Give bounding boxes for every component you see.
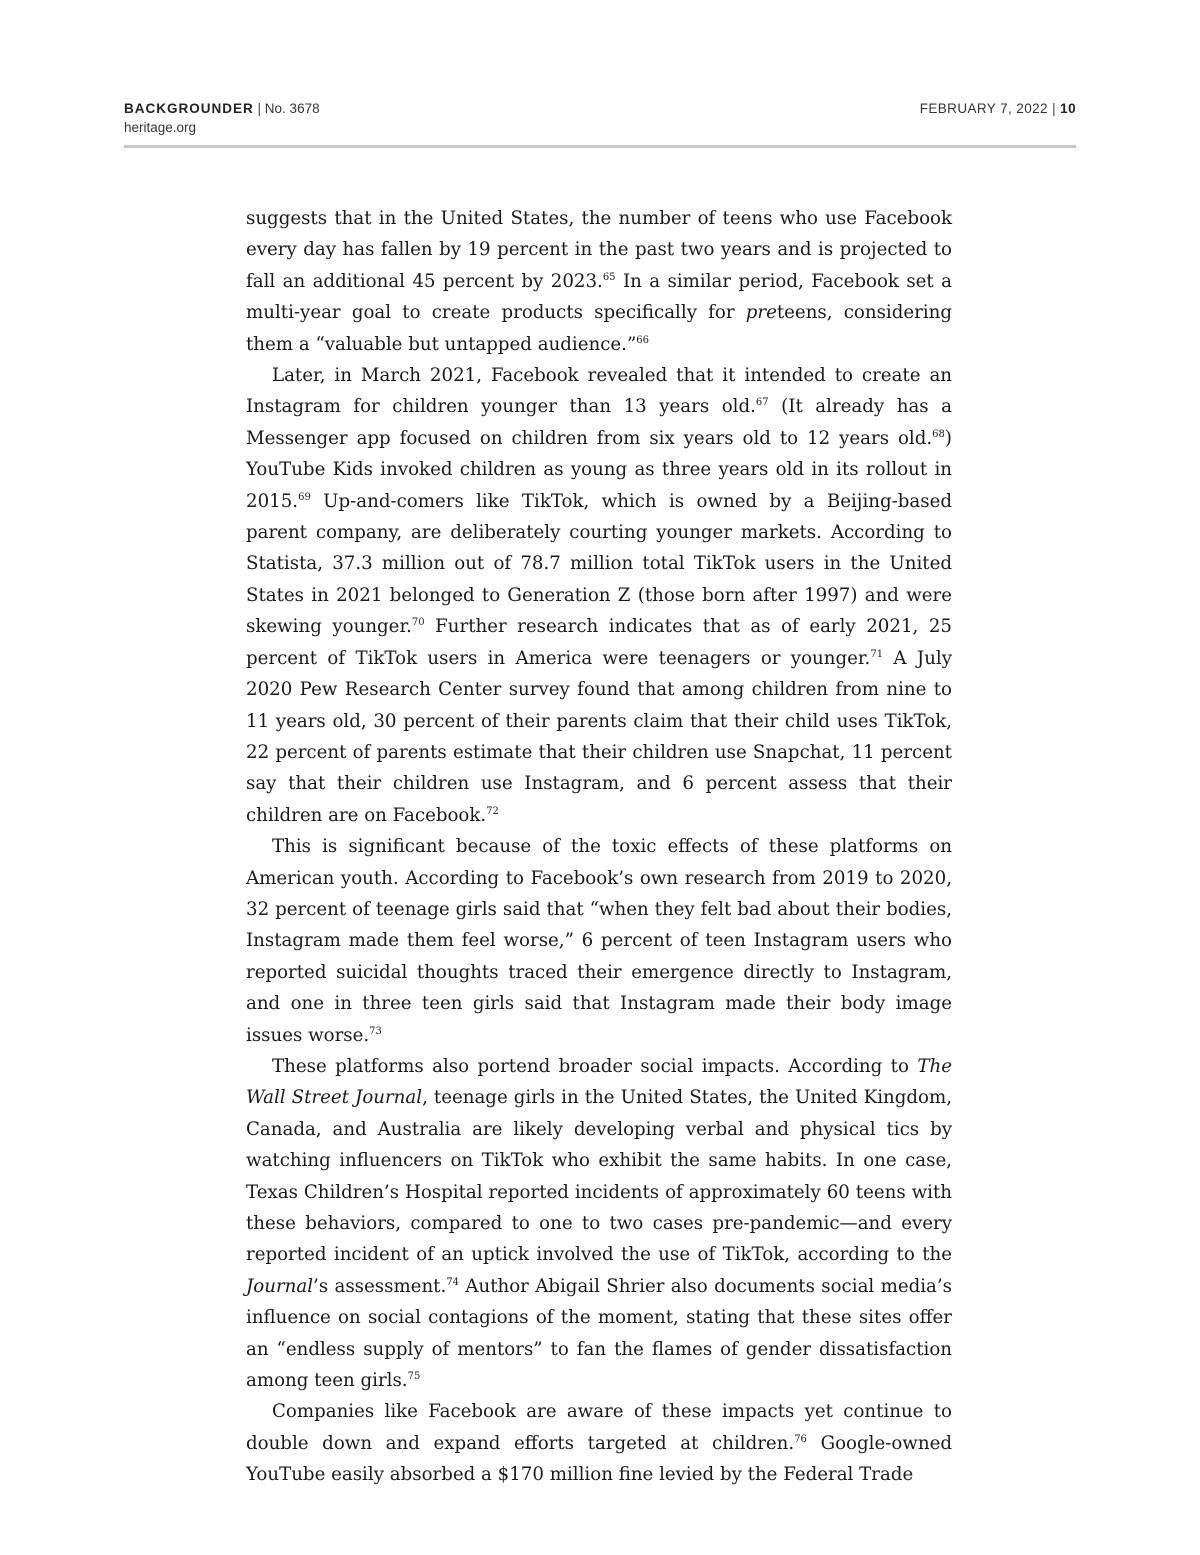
text-run: This is significant because of the toxic effects of these platforms on American youth. According to Facebook’s own research from 2019 to 2020, 32 percent of teenage girls said that “when they felt bad about their bodies, Instagram made them feel worse,” 6 percent of teen Instagram users who reported suicidal thoughts traced their emergence directly to Instagram, and one in three teen girls said that Instagram made their body image issues worse.	[246, 836, 952, 1046]
text-run: (It already has a Messenger app focused on children from six years old to 12 years old.	[246, 396, 953, 449]
article-body	[246, 203, 952, 1491]
footnote-ref[interactable]: 76	[794, 1433, 807, 1445]
text-run: Author Abigail Shrier also documents social media’s influence on social contagions of the moment, stating that these sites offer an “endless supply of mentors” to fan the flames of gender dissatisfaction among teen girls.	[246, 1275, 953, 1392]
header-separator: |	[257, 101, 262, 116]
footnote-ref[interactable]: 74	[446, 1276, 459, 1288]
report-number: No. 3678	[264, 101, 320, 116]
footnote-ref[interactable]: 66	[636, 334, 649, 346]
text-run: Companies like Facebook are aware of these impacts yet continue to double down and expand efforts targeted at children.	[246, 1401, 952, 1454]
footnote-ref[interactable]: 71	[870, 648, 884, 660]
paragraph-2	[246, 360, 952, 831]
text-run: suggests that in the United States, the number of teens who use Facebook every day has fallen by 19 percent in the past two years and is projected to fall an additional 45 percent by 2023.	[246, 208, 952, 292]
footnote-ref[interactable]: 68	[932, 428, 945, 440]
footnote-ref[interactable]: 75	[407, 1370, 421, 1382]
text-run: Further research indicates that as of early 2021, 25 percent of TikTok users in America were teenagers or younger.	[246, 616, 952, 669]
footnote-ref[interactable]: 70	[411, 617, 425, 629]
footnote-ref[interactable]: 67	[755, 397, 769, 409]
publication-line	[124, 99, 320, 118]
paragraph-1	[246, 203, 952, 360]
text-run: , teenage girls in the United States, the United Kingdom, Canada, and Australia are likely developing verbal and physical tics by watching influencers on TikTok who exhibit the same habits. In one case, Texas Children’s Hospital reported incidents of approximately 60 teens with these behaviors, compared to one to two cases pre-pandemic—and every reported incident of an uptick involved the use of TikTok, according to the	[246, 1087, 952, 1266]
site-url[interactable]: heritage.org	[124, 120, 197, 135]
footnote-ref[interactable]: 73	[369, 1025, 382, 1037]
publication-title: The Wall Street Journal	[246, 1055, 952, 1109]
date-separator: |	[1052, 101, 1057, 116]
header-rule	[124, 145, 1076, 148]
footnote-ref[interactable]: 65	[602, 271, 616, 283]
text-run: ) YouTube Kids invoked children as young as three years old in its rollout in 2015.	[246, 427, 952, 512]
footnote-ref[interactable]: 72	[486, 805, 499, 817]
text-run: ’s assessment.	[313, 1275, 447, 1297]
series-title: BACKGROUNDER	[124, 101, 254, 116]
text-run: Up-and-comers like TikTok, which is owned by a Beijing-based parent company, are deliberately courting younger markets. According to Statista, 37.3 million out of 78.7 million total TikTok users in the United States in 2021 belonged to Generation Z (those born after 1997) and were skewing younger.	[246, 490, 952, 638]
text-run: Later, in March 2021, Facebook revealed that it intended to create an Instagram for children younger than 13 years old.	[246, 365, 952, 418]
paragraph-3	[246, 831, 952, 1051]
paragraph-4	[246, 1051, 952, 1396]
footnote-ref[interactable]: 69	[298, 491, 311, 503]
text-run: These platforms also portend broader social impacts. According to	[272, 1055, 918, 1077]
header-right	[920, 99, 1076, 118]
text-run: Google-owned YouTube easily absorbed a $170 million fine levied by the Federal Trade	[246, 1432, 952, 1486]
header-left	[124, 99, 320, 137]
publication-title: Journal	[246, 1275, 314, 1297]
emphasis-text: pre	[745, 302, 777, 324]
page-number: 10	[1060, 101, 1076, 116]
text-run: teens, considering them a “valuable but untapped audience.”	[246, 302, 952, 355]
text-run: In a similar period, Facebook set a multi-year goal to create products specifically for	[246, 270, 952, 324]
paragraph-5	[246, 1396, 952, 1490]
text-run: A July 2020 Pew Research Center survey found that among children from nine to 11 years old, 30 percent of their parents claim that their child uses TikTok, 22 percent of parents estimate that their children use Snapchat, 11 percent say that their children use Instagram, and 6 percent assess that their children are on Facebook.	[246, 647, 952, 826]
publication-date: FEBRUARY 7, 2022	[919, 101, 1048, 116]
